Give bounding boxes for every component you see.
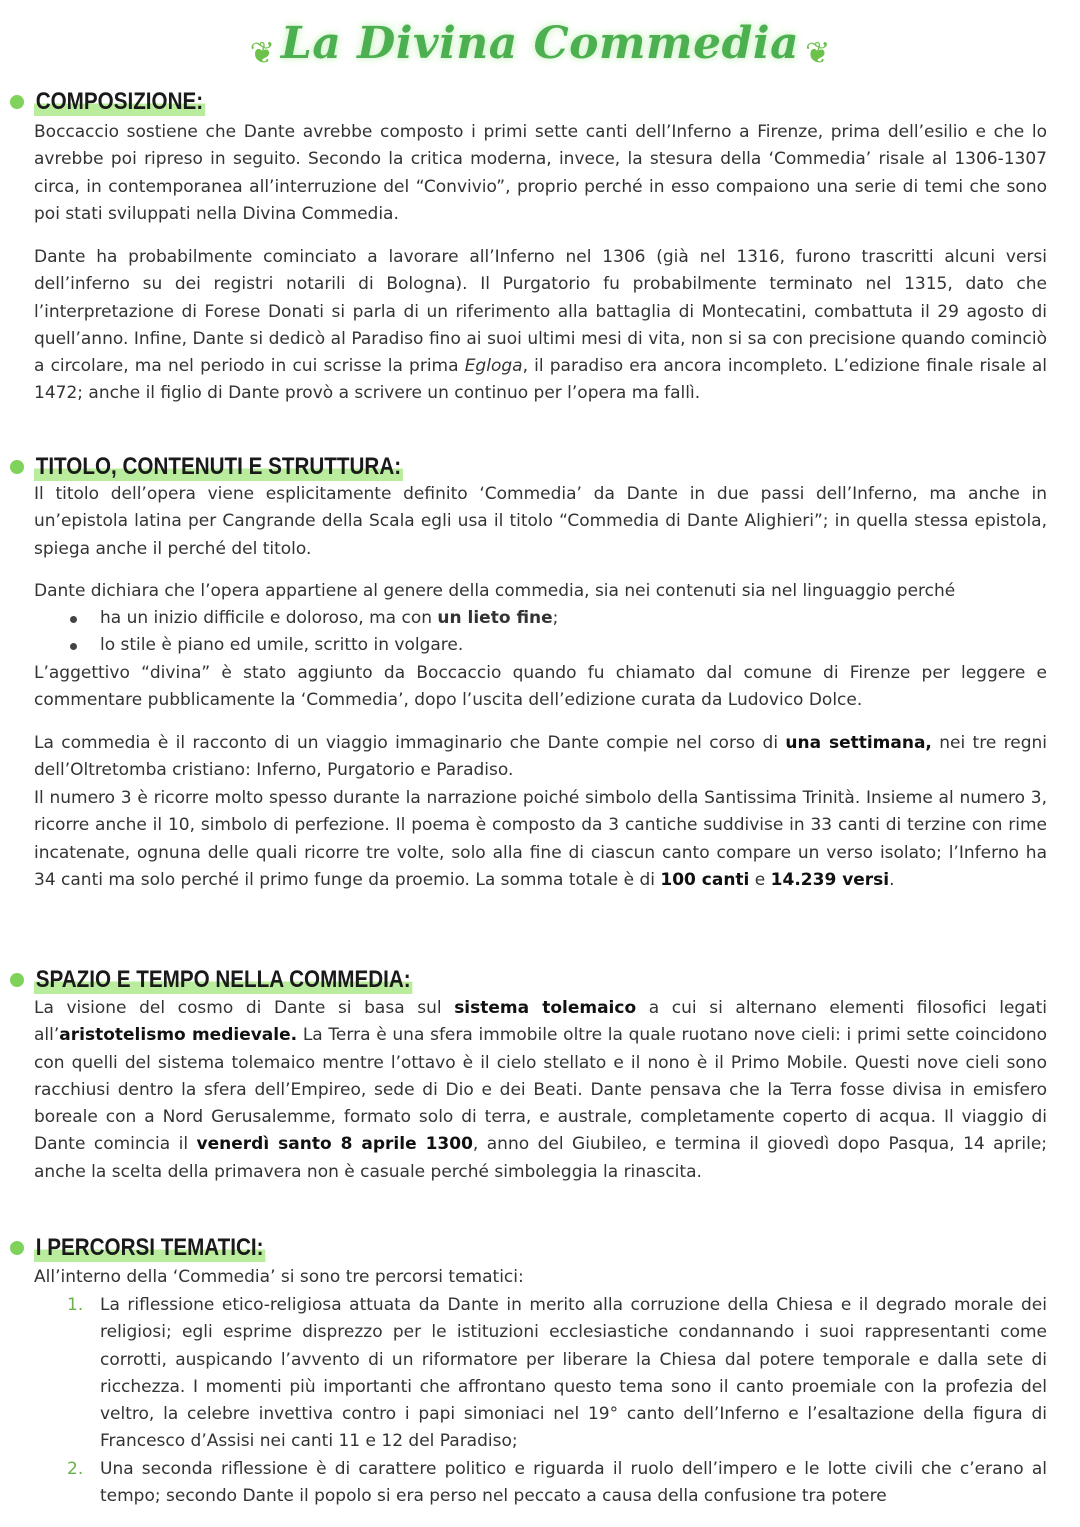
bullet-list: [34, 605, 1047, 660]
paragraph: Boccaccio sostiene che Dante avrebbe composto i primi sette canti dell’Inferno a Firenze, prima dell’esilio e che lo avrebbe poi ripreso in seguito. Secondo la critica moderna, invece, la stesura della ‘Commedia’ risale al 1306-1307 circa, in contemporanea all’interruzione del “Convivio”, proprio perché in esso compaiono una serie di temi che sono poi stati sviluppati nella Divina Commedia.: [34, 122, 1047, 224]
paragraph: La commedia è il racconto di un viaggio immaginario che Dante compie nel corso di una settimana, nei tre regni dell’Oltretomba cristiano: Inferno, Purgatorio e Paradiso.: [34, 733, 1048, 781]
bullet-dot-icon: [10, 973, 24, 987]
paragraph: La visione del cosmo di Dante si basa sul sistema tolemaico a cui si alternano elementi filosofici legati all’aristotelismo medievale. La Terra è una sfera immobile oltre la quale ruotano nove cieli: i primi sette coincidono con quelli del sistema tolemaico mentre l’ottavo è il cielo stellato e il nono è il Primo Mobile. Questi nove cieli sono racchiusi dentro la sfera dell’Empireo, sede di Dio e dei Beati. Dante pensava che la Terra fosse divisa in emisfero boreale con a Nord Gerusalemme, formato solo di terra, e australe, completamente coperto di acqua. Il viaggio di Dante comincia il venerdì santo 8 aprile 1300, anno del Giubileo, e termina il giovedì dopo Pasqua, 14 aprile; anche la scelta della primavera non è casuale perché simboleggia la rinascita.: [34, 998, 1048, 1182]
left-sprig-icon: ❦: [249, 36, 275, 71]
paragraph: Dante dichiara che l’opera appartiene al genere della commedia, sia nei contenuti sia nel linguaggio perché: [34, 581, 956, 601]
list-item: lo stile è piano ed umile, scritto in volgare.: [34, 632, 1047, 659]
paragraph: L’aggettivo “divina” è stato aggiunto da Boccaccio quando fu chiamato dal comune di Firenze per leggere e commentare pubblicamente la ‘Commedia’, dopo l’uscita dell’edizione curata da Ludovico Dolce.: [34, 663, 1047, 711]
title-area: [0, 18, 1080, 71]
paragraph: All’interno della ‘Commedia’ si sono tre percorsi tematici:: [34, 1267, 524, 1287]
page-title: La Divina Commedia: [280, 18, 800, 69]
paragraph: Dante ha probabilmente cominciato a lavorare all’Inferno nel 1306 (già nel 1316, furono trascritti alcuni versi dell’inferno su dei registri notarili di Bologna). Il Purgatorio fu probabilmente terminato nel 1315, dato che l’interpretazione di Forese Donati si parla di un riferimento alla battaglia di Montecatini, combattuta il 29 agosto di quell’anno. Infine, Dante si dedicò al Paradiso fino ai suoi ultimi mesi di vita, non si sa con precisione quando cominciò a circolare, ma nel periodo in cui scrisse la prima Egloga, il paradiso era ancora incompleto. L’edizione finale risale al 1472; anche il figlio di Dante provò a scrivere un continuo per l’opera ma fallì.: [34, 247, 1047, 404]
bullet-dot-icon: [10, 1241, 24, 1255]
paragraph: Il titolo dell’opera viene esplicitamente definito ‘Commedia’ da Dante in due passi dell’Inferno, ma anche in un’epistola latina per Cangrande della Scala egli usa il titolo “Commedia di Dante Alighieri”; in quella stessa epistola, spiega anche il perché del titolo.: [34, 484, 1047, 559]
right-sprig-icon: ❦: [805, 36, 831, 71]
paragraph: Il numero 3 è ricorre molto spesso durante la narrazione poiché simbolo della Santissima Trinità. Insieme al numero 3, ricorre anche il 10, simbolo di perfezione. Il poema è composto da 3 cantiche suddivise in 33 canti di terzine con rime incatenate, ognuna delle quali ricorre tre volte, solo alla fine di ciascun canto compare un verso isolato; l’Inferno ha 34 canti ma solo perché il primo funge da proemio. La somma totale è di 100 canti e 14.239 versi.: [34, 788, 1047, 890]
heading-percorsi: I PERCORSI TEMATICI:: [10, 1232, 303, 1264]
heading-spazio: SPAZIO E TEMPO NELLA COMMEDIA:: [10, 964, 474, 996]
heading-composizione: COMPOSIZIONE:: [10, 86, 233, 118]
bullet-dot-icon: [10, 95, 24, 109]
bullet-dot-icon: [10, 460, 24, 474]
list-item: 2. Una seconda riflessione è di carattere politico e riguarda il ruolo dell’impero e le lotte civili che c’erano al tempo; secondo Dante il popolo si era perso nel peccato a causa della confusione tra potere: [67, 1458, 1047, 1507]
heading-titolo: TITOLO, CONTENUTI E STRUTTURA:: [10, 451, 463, 483]
list-item: ha un inizio difficile e doloroso, ma con un lieto fine;: [34, 605, 1047, 632]
numbered-list: [34, 1292, 1047, 1510]
list-item: 1. La riflessione etico-religiosa attuata da Dante in merito alla corruzione della Chiesa e il degrado morale dei religiosi; egli esprime disprezzo per le istituzioni ecclesiastiche condannando i suoi rappresentanti come corrotti, auspicando l’avvento di un riformatore per liberare la Chiesa dal potere temporale e dalla sete di ricchezza. I momenti più importanti che affrontano questo tema sono il canto proemiale con la profezia del veltro, la celebre invettiva contro i papi simoniaci nel 19° canto dell’Inferno e l’esaltazione della figura di Francesco d’Assisi nei canti 11 e 12 del Paradiso;: [67, 1295, 1047, 1452]
